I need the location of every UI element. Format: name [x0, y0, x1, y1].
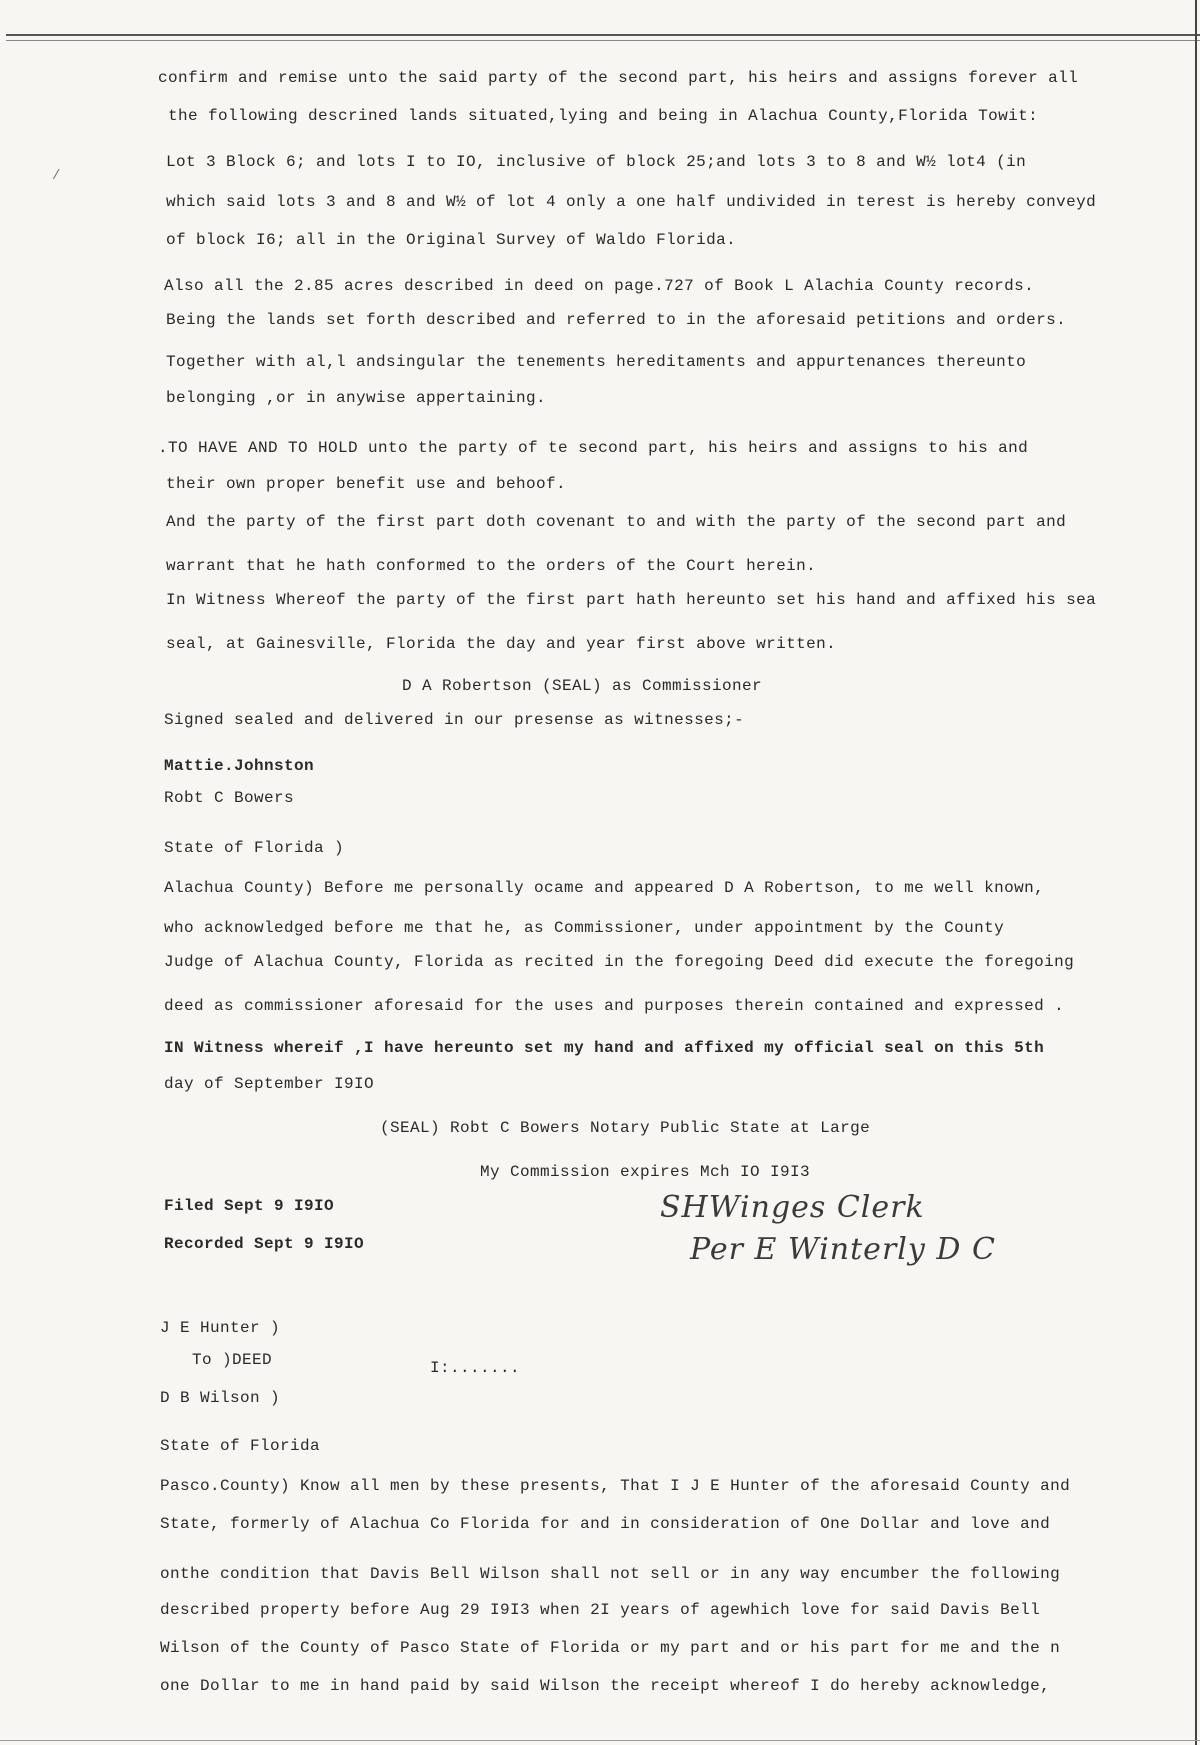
deed-to-line: To )DEED — [192, 1351, 273, 1369]
ack-line: IN Witness whereif ,I have hereunto set my hand and affixed my official seal on this 5th — [164, 1039, 1045, 1057]
deed-line: of block I6; all in the Original Survey of Waldo Florida. — [166, 231, 737, 249]
ack-line: deed as commissioner aforesaid for the uses and purposes therein contained and expressed . — [164, 997, 1065, 1015]
deed-line: confirm and remise unto the said party of the second part, his heirs and assigns forever all — [158, 69, 1079, 87]
margin-tick-mark: / — [52, 168, 61, 184]
ack-line: day of September I9IO — [164, 1075, 375, 1093]
new-deed-line: Pasco.County) Know all men by these presents, That I J E Hunter of the aforesaid County and — [160, 1477, 1071, 1495]
deed-line: seal, at Gainesville, Florida the day and year first above written. — [166, 635, 837, 653]
ack-state-line: State of Florida ) — [164, 839, 345, 857]
deed-line: Together with al,l andsingular the tenements hereditaments and appurtenances thereunto — [166, 353, 1027, 371]
new-deed-line: onthe condition that Davis Bell Wilson shall not sell or in any way encumber the following — [160, 1565, 1061, 1583]
filed-date: Filed Sept 9 I9IO — [164, 1197, 335, 1215]
recorded-date: Recorded Sept 9 I9IO — [164, 1235, 365, 1253]
deed-line: In Witness Whereof the party of the first part hath hereunto set his hand and affixed his sea — [166, 591, 1097, 609]
deed-line: Also all the 2.85 acres described in deed on page.727 of Book L Alachia County records. — [164, 277, 1035, 295]
clerk-signature: SHWinges Clerk — [660, 1190, 925, 1225]
grantee-line: D B Wilson ) — [160, 1389, 281, 1407]
deed-line: Being the lands set forth described and referred to in the aforesaid petitions and orders. — [166, 311, 1067, 329]
witness-intro: Signed sealed and delivered in our presense as witnesses;- — [164, 711, 745, 729]
deed-line: .TO HAVE AND TO HOLD unto the party of te second part, his heirs and assigns to his and — [158, 439, 1029, 457]
deed-line: Lot 3 Block 6; and lots I to IO, inclusive of block 25;and lots 3 to 8 and W½ lot4 (in — [166, 153, 1027, 171]
new-deed-line: Wilson of the County of Pasco State of Florida or my part and or his part for me and the n — [160, 1639, 1061, 1657]
ack-line: Judge of Alachua County, Florida as recited in the foregoing Deed did execute the foregoing — [164, 953, 1075, 971]
notary-signature-line: (SEAL) Robt C Bowers Notary Public State at Large — [380, 1119, 871, 1137]
deputy-clerk-signature: Per E Winterly D C — [690, 1232, 996, 1267]
grantor-line: J E Hunter ) — [160, 1319, 281, 1337]
bottom-border-line — [0, 1740, 1200, 1741]
ack-line: Alachua County) Before me personally ocame and appeared D A Robertson, to me well known, — [164, 879, 1045, 897]
witness-name: Mattie.Johnston — [164, 757, 315, 775]
deed-line: their own proper benefit use and behoof. — [166, 475, 567, 493]
ack-line: who acknowledged before me that he, as Commissioner, under appointment by the County — [164, 919, 1005, 937]
deed-line: belonging ,or in anywise appertaining. — [166, 389, 547, 407]
commissioner-signature-line: D A Robertson (SEAL) as Commissioner — [402, 677, 763, 695]
deed-line: the following descrined lands situated,lying and being in Alachua County,Florida Towit: — [168, 107, 1039, 125]
new-deed-line: one Dollar to me in hand paid by said Wilson the receipt whereof I do hereby acknowledge, — [160, 1677, 1051, 1695]
commission-expiry: My Commission expires Mch IO I9I3 — [480, 1163, 811, 1181]
deed-dots: I:....... — [430, 1359, 521, 1377]
deed-line: And the party of the first part doth covenant to and with the party of the second part and — [166, 513, 1067, 531]
top-border-line-secondary — [6, 40, 1200, 41]
right-border-line — [1195, 0, 1197, 1745]
top-border-line — [6, 34, 1200, 36]
deed-line: warrant that he hath conformed to the orders of the Court herein. — [166, 557, 817, 575]
new-deed-line: described property before Aug 29 I9I3 when 2I years of agewhich love for said Davis Bell — [160, 1601, 1041, 1619]
new-deed-line: State, formerly of Alachua Co Florida for and in consideration of One Dollar and love and — [160, 1515, 1051, 1533]
deed-line: which said lots 3 and 8 and W½ of lot 4 only a one half undivided in terest is hereby conveyd — [166, 193, 1097, 211]
new-deed-state: State of Florida — [160, 1437, 321, 1455]
witness-name: Robt C Bowers — [164, 789, 295, 807]
